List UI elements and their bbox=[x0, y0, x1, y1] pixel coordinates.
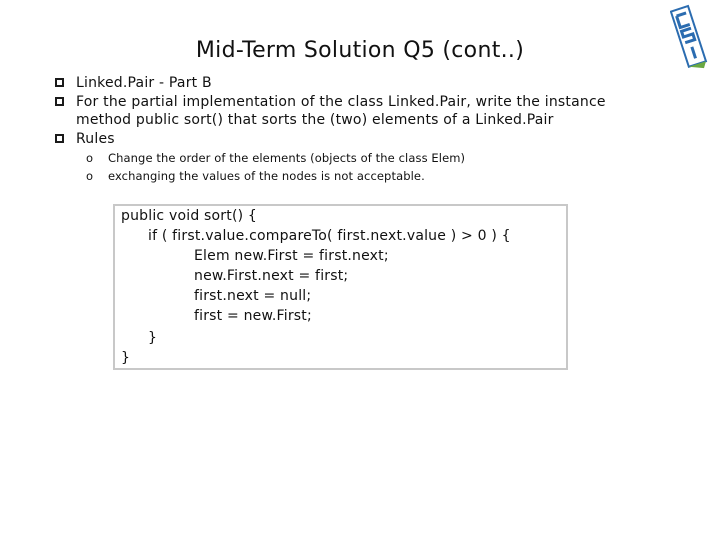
bullet-text: For the partial implementation of the class Linked.Pair, write the instance method public sort() that sorts the (two) elements of a Linked.Pair bbox=[76, 94, 606, 128]
bullet-list bbox=[52, 74, 662, 185]
bullet-text: Linked.Pair - Part B bbox=[76, 75, 212, 91]
square-bullet-icon bbox=[55, 78, 64, 87]
bullet-item bbox=[52, 130, 662, 148]
code-line: public void sort() { bbox=[121, 208, 258, 224]
slide-title: Mid-Term Solution Q5 (cont..) bbox=[195, 38, 525, 63]
square-bullet-icon bbox=[55, 134, 64, 143]
csi-logo-icon bbox=[670, 3, 710, 73]
bullet-item bbox=[52, 93, 662, 129]
sub-bullet-item bbox=[52, 149, 662, 167]
code-line: new.First.next = first; bbox=[194, 268, 349, 284]
code-line: } bbox=[121, 350, 131, 366]
sub-bullet-text: exchanging the values of the nodes is not acceptable. bbox=[108, 169, 425, 183]
code-box bbox=[113, 204, 568, 370]
code-line: if ( first.value.compareTo( first.next.value ) > 0 ) { bbox=[148, 228, 511, 244]
sub-bullet-text: Change the order of the elements (objects of the class Elem) bbox=[108, 151, 466, 165]
circle-bullet-icon: o bbox=[86, 151, 94, 165]
square-bullet-icon bbox=[55, 97, 64, 106]
code-line: first.next = null; bbox=[194, 288, 312, 304]
code-line: Elem new.First = first.next; bbox=[194, 248, 389, 264]
code-line: first = new.First; bbox=[194, 308, 312, 324]
bullet-text: Rules bbox=[76, 131, 115, 147]
code-line: } bbox=[148, 330, 158, 346]
bullet-item bbox=[52, 74, 662, 92]
circle-bullet-icon: o bbox=[86, 169, 94, 183]
sub-bullet-item bbox=[52, 167, 662, 185]
